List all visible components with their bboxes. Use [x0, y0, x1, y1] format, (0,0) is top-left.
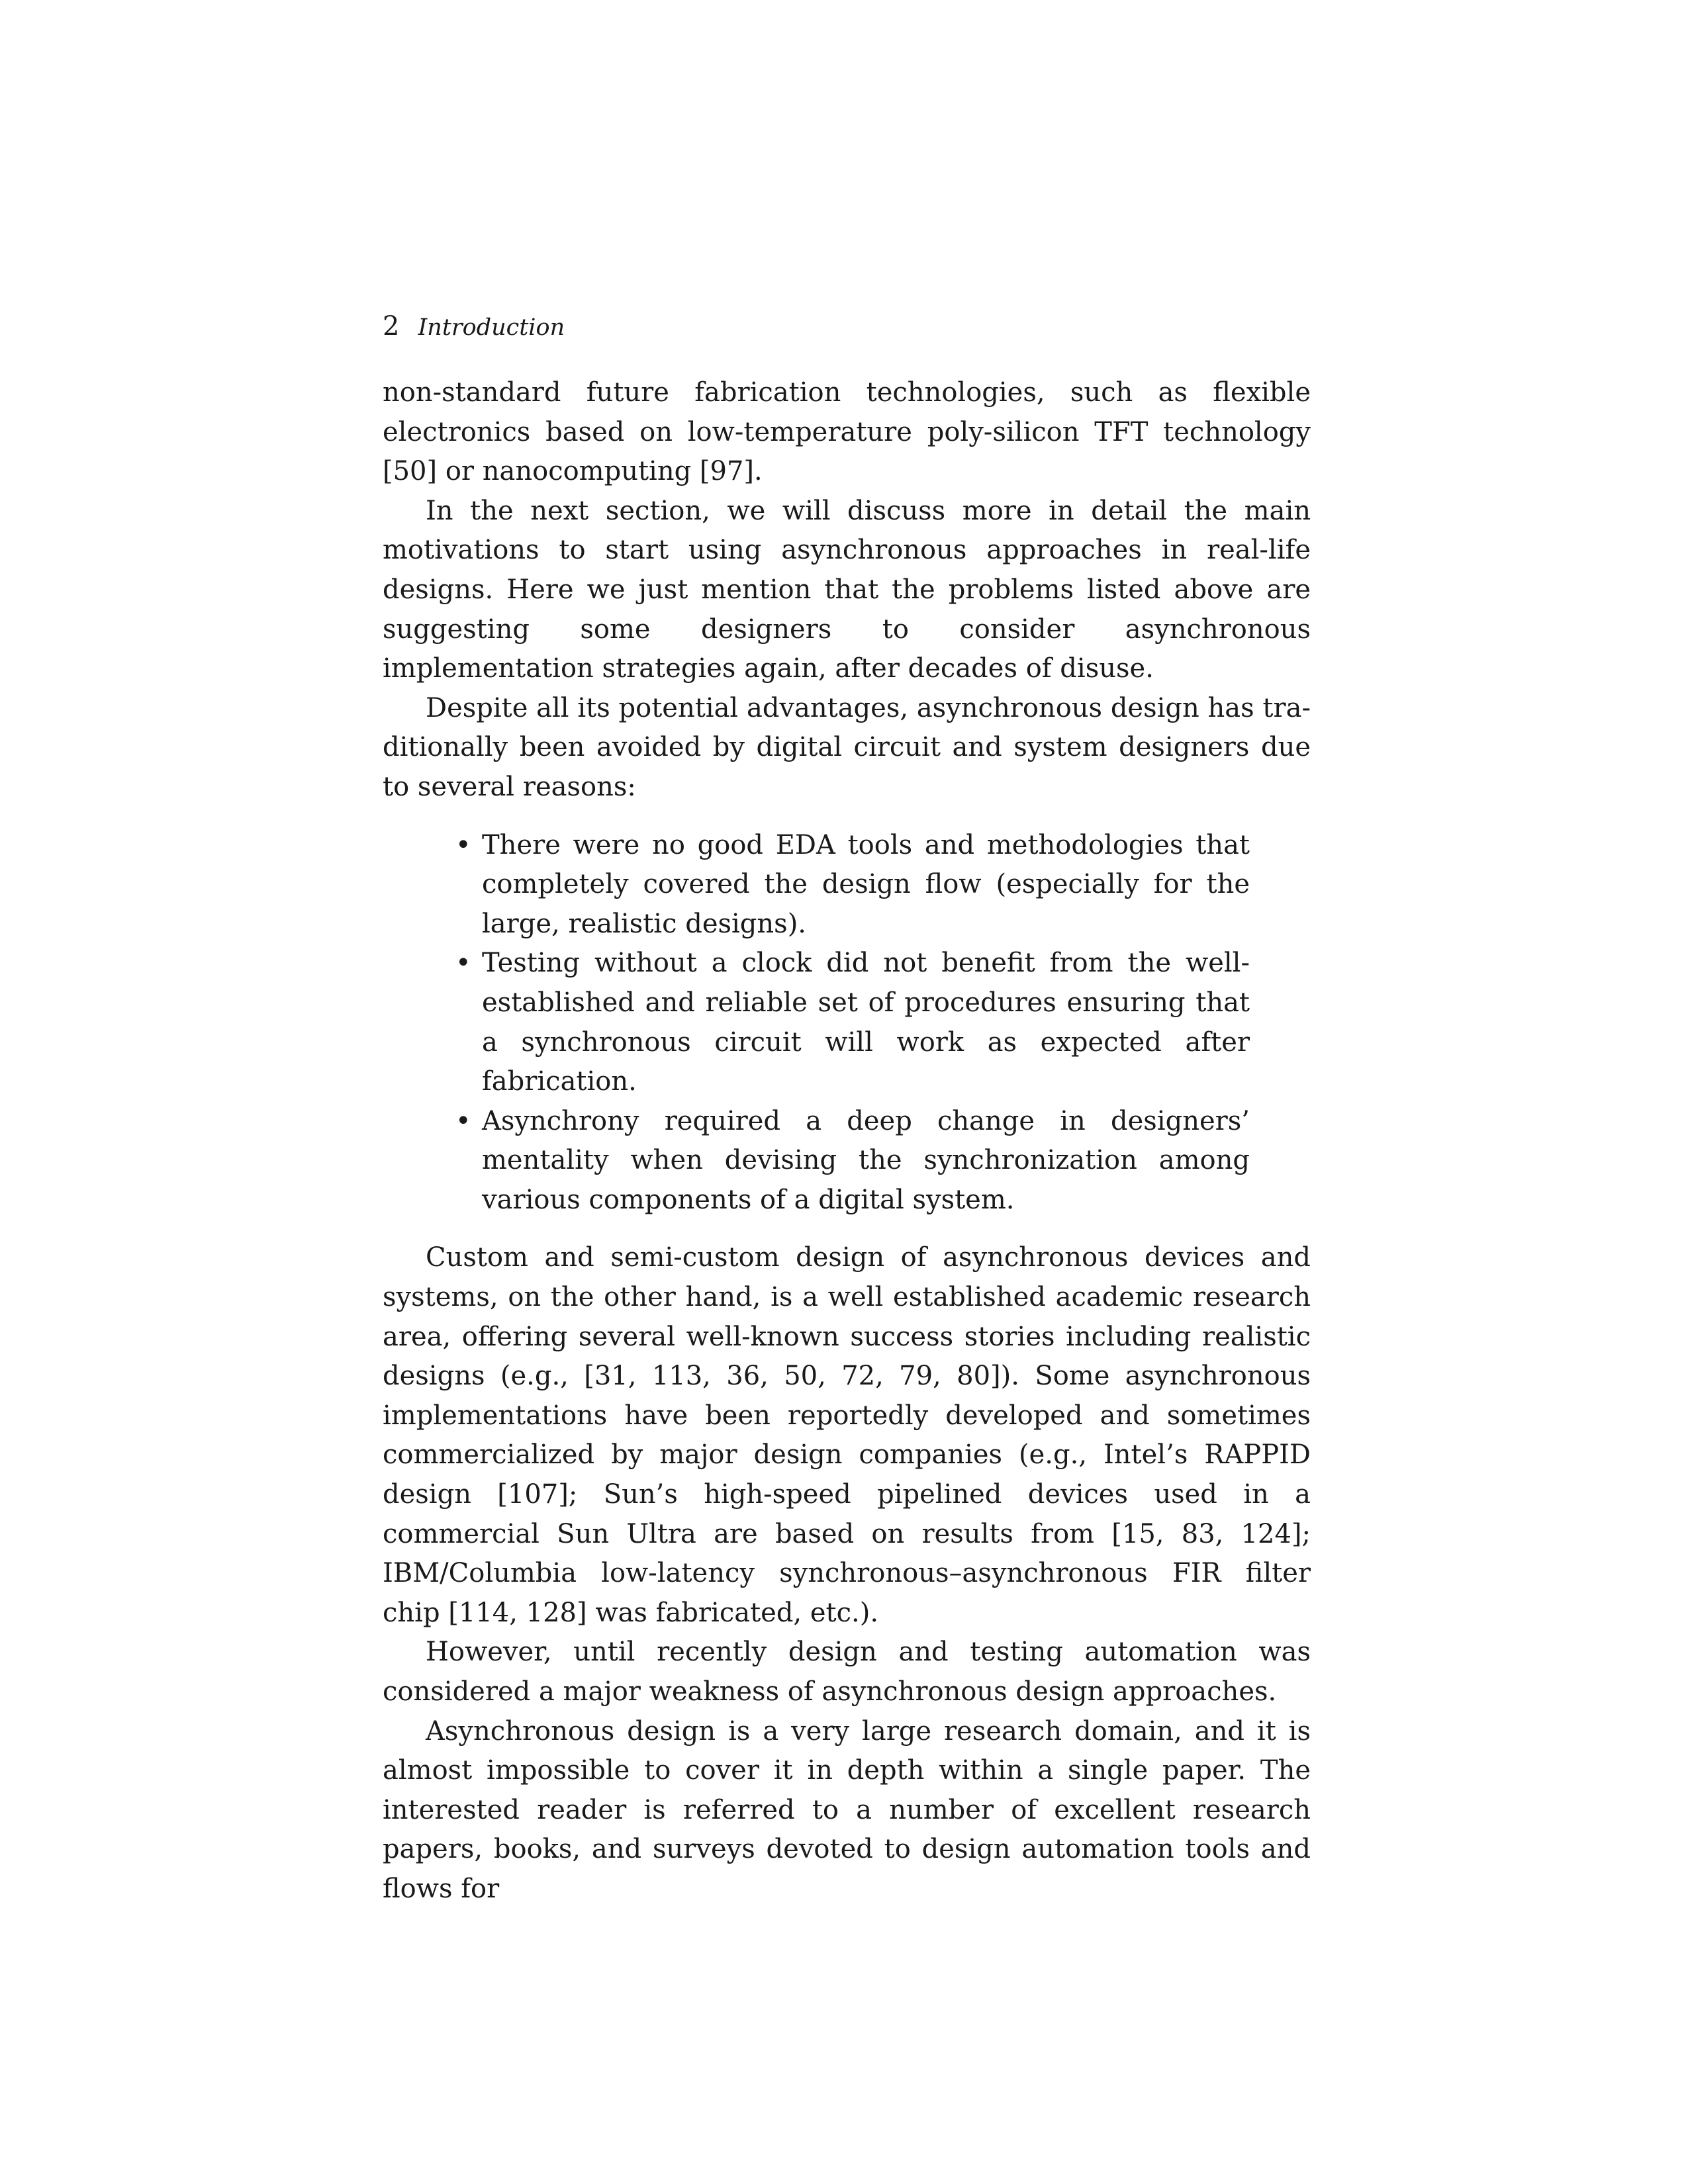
page-number: 2	[383, 311, 400, 341]
list-item-text: There were no good EDA tools and methodologies that completely covered the design flow (especially for the large, realistic designs).	[482, 829, 1250, 939]
body-text	[383, 373, 1311, 1909]
list-item-text: Testing without a clock did not benefit from the well-established and reliable set of procedures ensuring that a synchronous circuit will work as expected after fabrication.	[482, 948, 1250, 1097]
paragraph-5: However, until recently design and testing automation was considered a major weakness of asynchronous design approaches.	[383, 1637, 1311, 1707]
list-item	[455, 944, 1250, 1101]
list-item-text: Asynchrony required a deep change in designers’ mentality when devising the synchronization among various components of a digital system.	[482, 1105, 1250, 1215]
paragraph-2: In the next section, we will discuss more in detail the main motivations to start using asynchronous approaches in real-life designs. Here we just mention that the problems listed above are suggesting some designers to consider asynchronous implementation strategies again, after decades of disuse.	[383, 495, 1311, 684]
paragraph-6: Asynchronous design is a very large research domain, and it is almost impossible to cover it in depth within a single paper. The interested reader is referred to a number of excellent research papers, books, and surveys devoted to design automation tools and flows for	[383, 1715, 1311, 1904]
bullet-icon: •	[455, 829, 471, 860]
bullet-icon: •	[455, 948, 471, 979]
bullet-icon: •	[455, 1105, 471, 1136]
paragraph-4: Custom and semi-custom design of asynchronous devices and systems, on the other hand, is a well established academic research area, offering several well-known success stories including realistic designs (e.g., [31, 113, 36, 50, 72, 79, 80]). Some asynchronous implementations have been reportedly developed and sometimes commercialized by major design companies (e.g., Intel’s RAPPID design [107]; Sun’s high-speed pipelined devices used in a commercial Sun Ultra are based on results from [15, 83, 124]; IBM/Columbia low-latency synchronous–asynchronous FIR filter chip [114, 128] was fabricated, etc.).	[383, 1242, 1311, 1628]
list-item	[455, 1102, 1250, 1220]
paragraph-3: Despite all its potential advantages, asynchronous design has traditionally been avoided by digital circuit and system designers due to several reasons:	[383, 692, 1311, 802]
bullet-list	[383, 826, 1311, 1220]
running-head-section: Introduction	[418, 314, 565, 341]
paragraph-1: non-standard future fabrication technologies, such as flexible electronics based on low-temperature poly-silicon TFT technology [50] or nanocomputing [97].	[383, 377, 1311, 487]
list-item	[455, 826, 1250, 944]
page	[383, 311, 1311, 1909]
running-head	[383, 311, 1311, 351]
